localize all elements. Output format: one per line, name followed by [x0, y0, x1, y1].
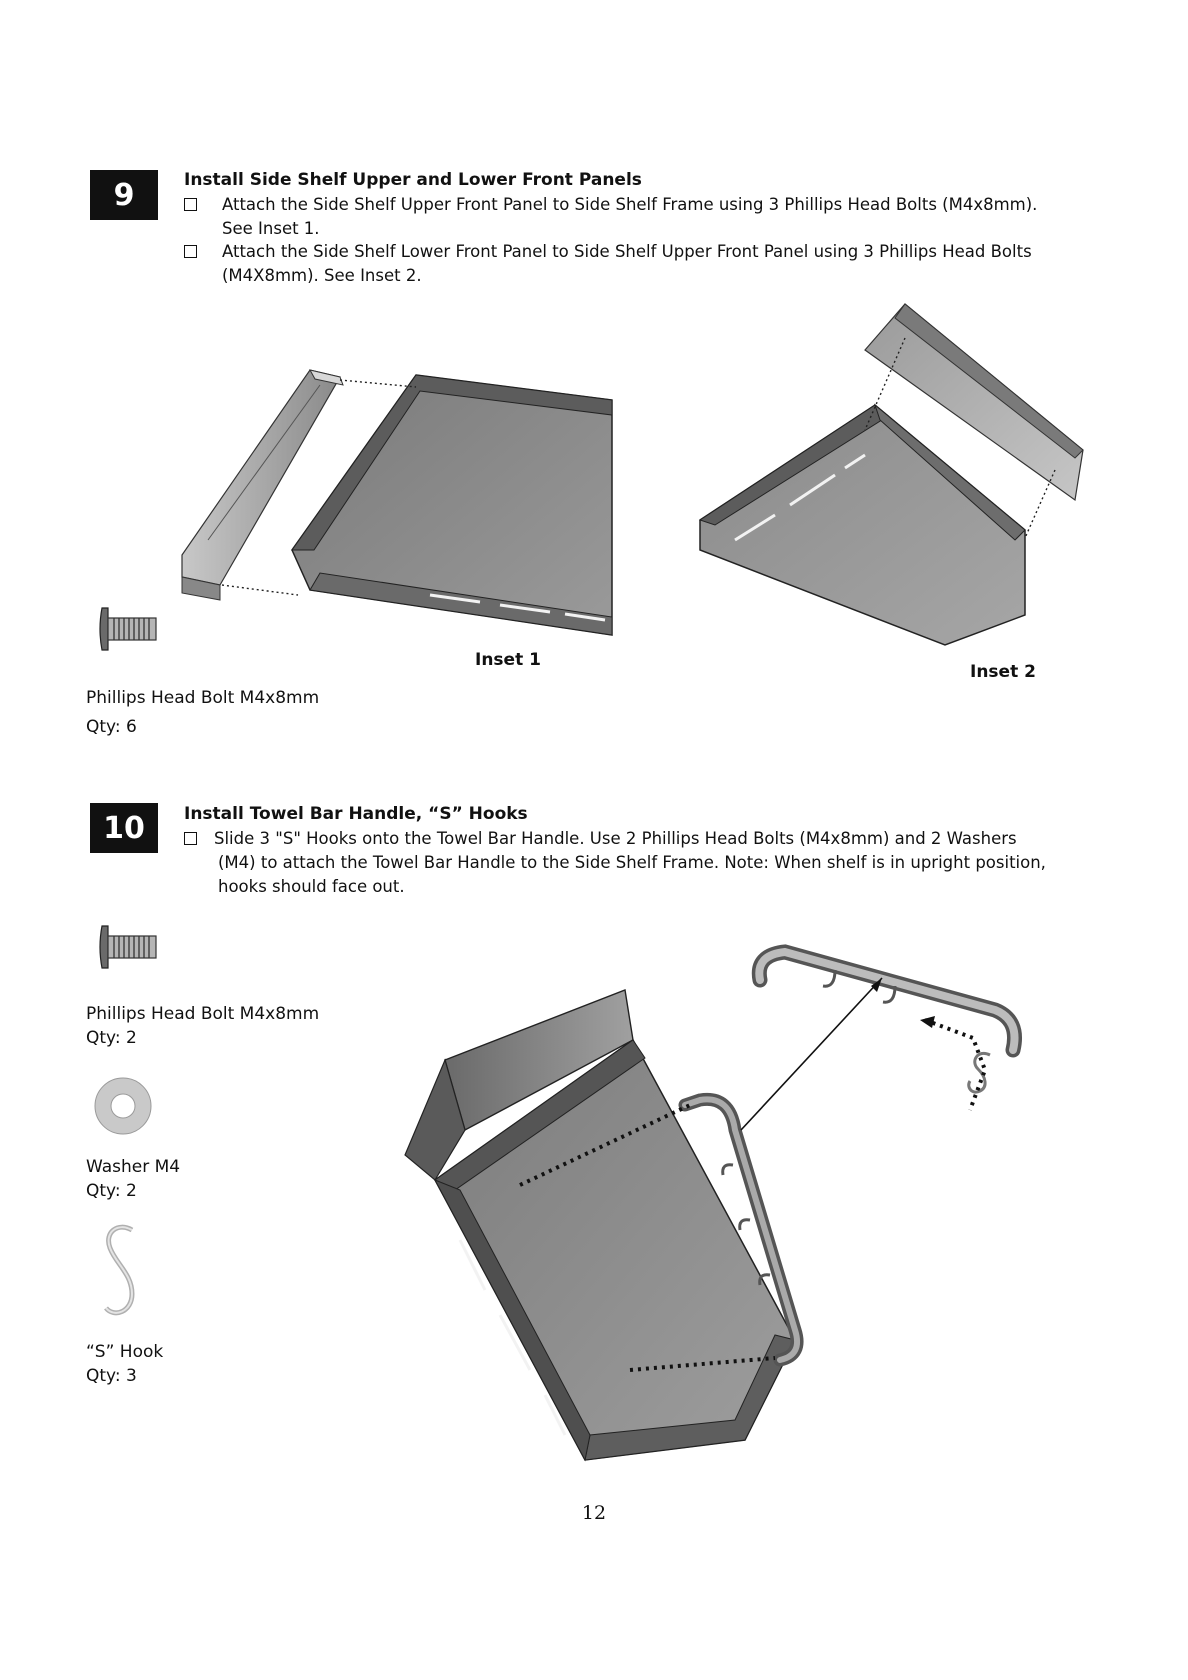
washer-icon [92, 1075, 154, 1137]
step-10-instruction-1-line-1: Slide 3 "S" Hooks onto the Towel Bar Handle. Use 2 Phillips Head Bolts (M4x8mm) and 2 Washers [214, 829, 1017, 848]
step-9-instruction-2 [184, 240, 1144, 288]
inset-1-label: Inset 1 [475, 650, 541, 670]
step-9-title: Install Side Shelf Upper and Lower Front Panels [184, 170, 642, 190]
step-10-part-1-qty: Qty: 2 [86, 1028, 137, 1048]
step-9-number: 9 [113, 177, 135, 213]
step-9-instruction-2-line-1: Attach the Side Shelf Lower Front Panel to Side Shelf Upper Front Panel using 3 Phillips Head Bolts [222, 242, 1032, 261]
towel-bar-illustration [405, 930, 1105, 1470]
step-10-part-3-name: “S” Hook [86, 1342, 164, 1362]
step-9-checkbox-2[interactable] [184, 245, 197, 258]
step-9-instruction-1 [184, 193, 1144, 241]
inset-1-illustration [180, 355, 620, 645]
step-9-instruction-1-line-1: Attach the Side Shelf Upper Front Panel to Side Shelf Frame using 3 Phillips Head Bolts (M4x8mm). [222, 195, 1038, 214]
step-9-badge [90, 170, 158, 220]
step-9-part-1-qty: Qty: 6 [86, 717, 137, 737]
s-hook-icon [98, 1222, 146, 1322]
step-10-part-3-qty: Qty: 3 [86, 1366, 137, 1386]
step-10-instruction-1-line-3: hooks should face out. [218, 877, 405, 896]
step-9-instruction-2-line-2: (M4X8mm). See Inset 2. [222, 266, 422, 285]
inset-2-illustration [695, 300, 1085, 650]
bolt-icon [98, 604, 162, 654]
page-number: 12 [581, 1502, 607, 1524]
step-10-part-1-name: Phillips Head Bolt M4x8mm [86, 1004, 320, 1024]
step-10-part-2-qty: Qty: 2 [86, 1181, 137, 1201]
step-10-badge [90, 803, 158, 853]
step-10-part-2-name: Washer M4 [86, 1157, 181, 1177]
step-10-instruction-1-line-2: (M4) to attach the Towel Bar Handle to the Side Shelf Frame. Note: When shelf is in upright position, [218, 853, 1046, 872]
step-9-checkbox-1[interactable] [184, 198, 197, 211]
step-9-part-1-name: Phillips Head Bolt M4x8mm [86, 688, 320, 708]
step-10-instruction-1 [184, 827, 1144, 899]
step-10-number: 10 [103, 810, 145, 846]
step-9-instruction-1-line-2: See Inset 1. [222, 219, 320, 238]
step-10-checkbox-1[interactable] [184, 832, 197, 845]
inset-2-label: Inset 2 [970, 662, 1036, 682]
bolt-icon [98, 922, 162, 972]
step-10-title: Install Towel Bar Handle, “S” Hooks [184, 804, 528, 824]
